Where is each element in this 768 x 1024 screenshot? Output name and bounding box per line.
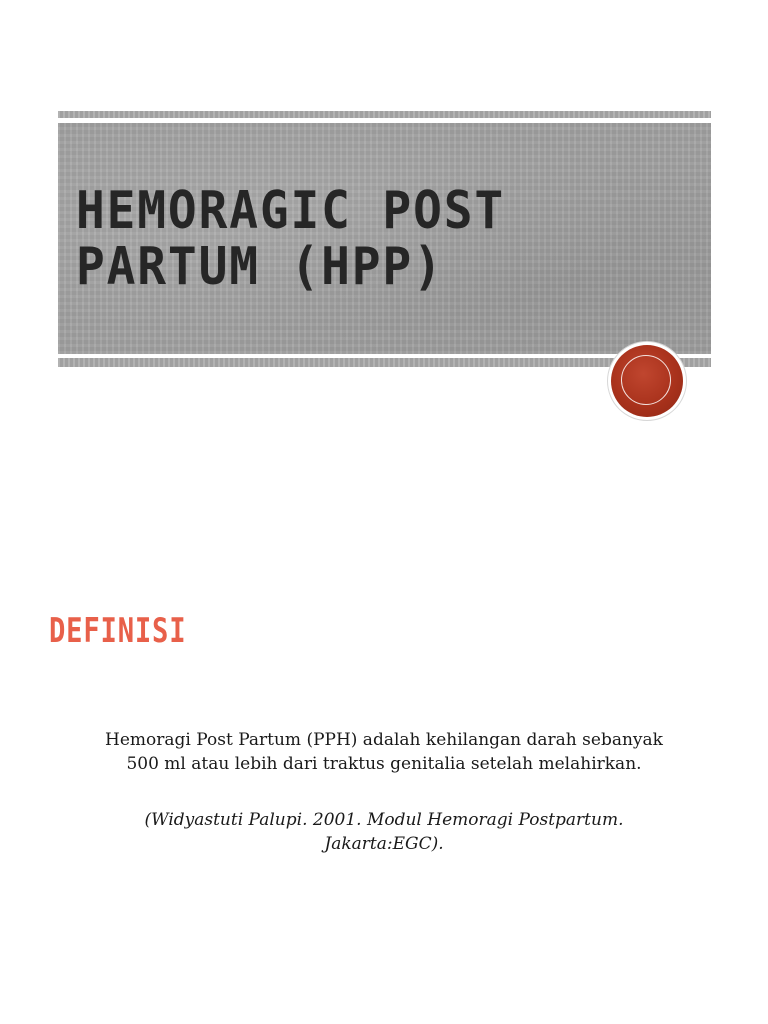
- section-heading: DEFINISI: [49, 611, 187, 651]
- title-band: [58, 111, 711, 367]
- title-band-top-rule: [58, 111, 711, 118]
- circle-inner-ring: [621, 355, 671, 405]
- slide-title-text: HEMORAGIC POST PARTUM (HPP): [76, 181, 505, 297]
- definition-text: Hemoragi Post Partum (PPH) adalah kehilangan darah sebanyak 500 ml atau lebih dari traktus genitalia setelah melahirkan.: [105, 730, 663, 774]
- citation-text: (Widyastuti Palupi. 2001. Modul Hemoragi Postpartum. Jakarta:EGC).: [144, 810, 624, 854]
- decorative-circle-icon: [608, 342, 686, 420]
- title-band-panel: [58, 123, 711, 354]
- slide-definition: [0, 512, 768, 1024]
- circle-fill: [611, 345, 683, 417]
